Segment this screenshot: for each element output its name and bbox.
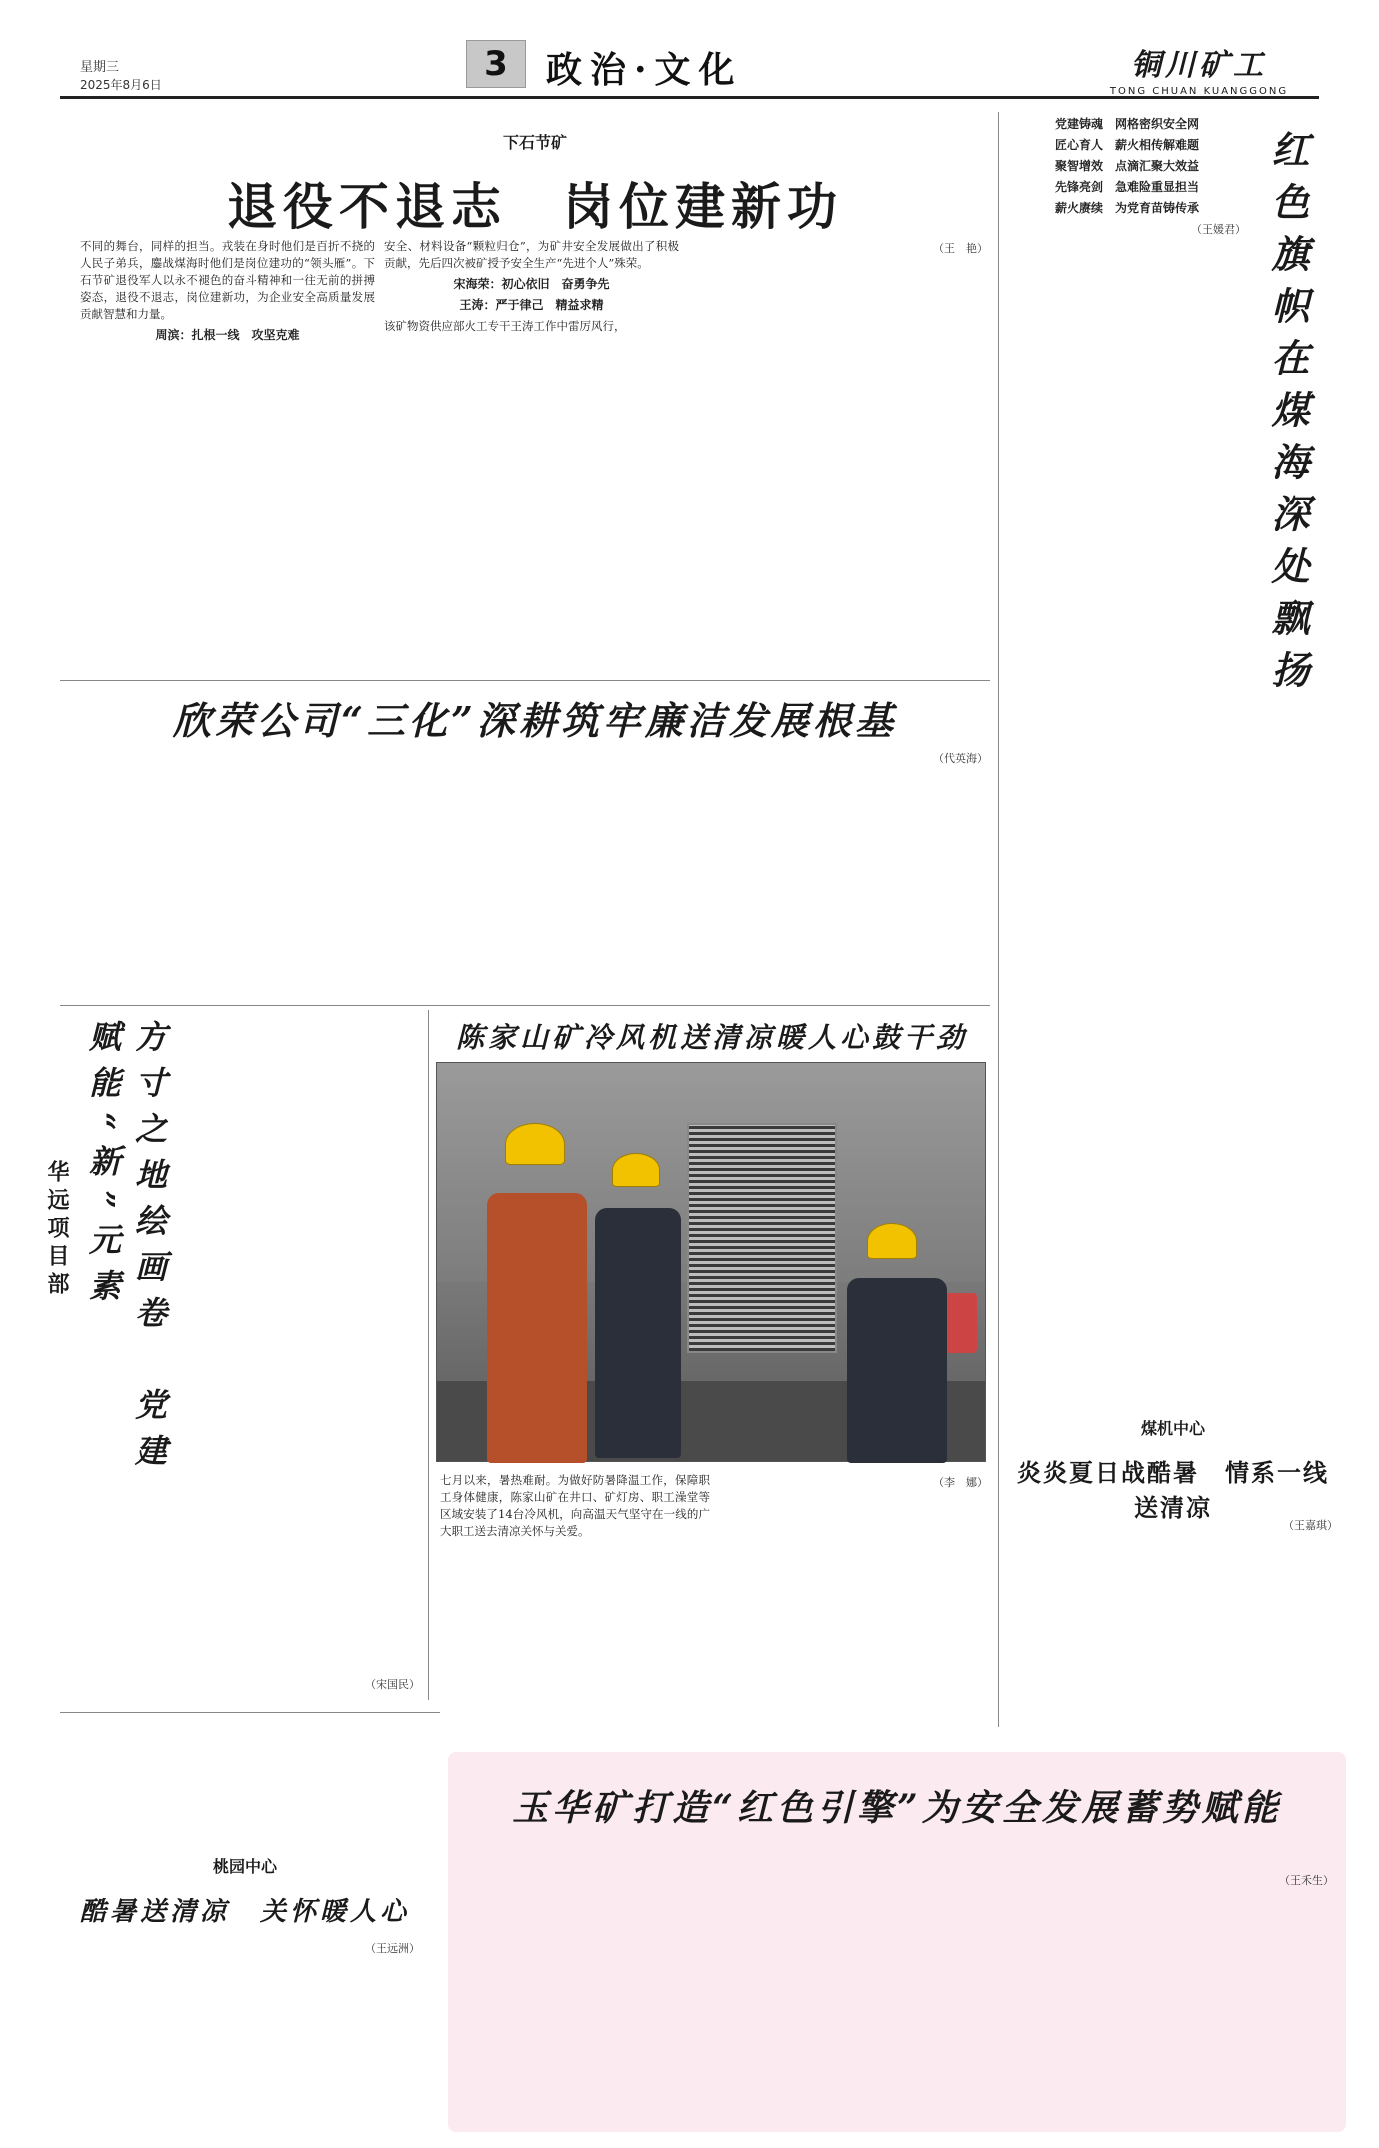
worker-body <box>595 1208 681 1458</box>
page-number: 3 <box>466 40 526 88</box>
article-kicker: 桃园中心 <box>212 1857 277 1876</box>
article-fangcun-unit: 华远项目部 <box>44 1160 70 1300</box>
worker-body <box>487 1193 587 1463</box>
article-xiashijie-header <box>80 130 990 239</box>
article-fangcun-body-bottom <box>80 1436 420 1694</box>
article-paragraph: 七月以来，暑热难耐。为做好防暑降温工作，保障职工身体健康，陈家山矿在井口、矿灯房、职工澡堂等区域安装了14台冷风机，向高温天气坚守在一线的广大职工送去清凉关怀与关爱。 <box>440 1473 710 1538</box>
article-fangcun-title: 方寸之地绘画卷 党建赋能“新”元素 <box>84 1020 168 1480</box>
article-byline: （王远洲） <box>365 1942 420 1955</box>
paper-name: 铜川矿工 <box>1131 48 1267 83</box>
worker-figure <box>477 1123 597 1463</box>
worker-body <box>847 1278 947 1463</box>
article-byline: （代英海） <box>933 752 988 765</box>
article-xiashijie-col3 <box>688 238 988 670</box>
article-paragraph: 安全、材料设备“颗粒归仓”，为矿井安全发展做出了积极贡献，先后四次被矿授予安全生产“先进个人”殊荣。 <box>384 239 679 270</box>
article-xinrong-col2 <box>358 748 658 1000</box>
section-title: 政治·文化 <box>546 49 743 91</box>
article-subhead: 王涛：严于律己 精益求精 <box>459 298 604 312</box>
masthead-rule <box>60 96 1319 99</box>
helmet-icon <box>505 1123 565 1165</box>
article-byline: （李 娜） <box>933 1476 988 1489</box>
article-chenjiashan-title: 陈家山矿冷风机送清凉暖人心鼓干劲 <box>455 1021 968 1054</box>
article-byline: （王禾生） <box>1279 1874 1334 1887</box>
article-intro: 不同的舞台，同样的担当。戎装在身时他们是百折不挠的人民子弟兵，鏖战煤海时他们是岗位建功的“领头雁”。下石节矿退役军人以永不褪色的奋斗精神和一往无前的拼搏姿态，退役不退志，岗位建新功，为企业安全高质量发展贡献智慧和力量。 <box>80 239 375 321</box>
article-subhead: 薪火赓续 为党育苗铸传承 <box>1054 201 1199 215</box>
article-xinrong-col3 <box>668 748 988 1000</box>
article-subhead: 周滨：扎根一线 攻坚克难 <box>155 328 300 342</box>
helmet-icon <box>612 1153 660 1187</box>
masthead <box>0 0 1379 100</box>
article-yuhua-col3 <box>1004 1870 1334 2120</box>
article-subhead: 先锋亮剑 急难险重显担当 <box>1054 180 1199 194</box>
article-taoyuan-header <box>80 1854 410 1928</box>
section-divider <box>60 1712 440 1713</box>
paper-name-en: TONG CHUAN KUANGGONG <box>1109 86 1289 97</box>
section-divider <box>60 1005 990 1006</box>
article-byline: （宋国民） <box>365 1678 420 1691</box>
article-byline: （王 艳） <box>933 242 988 255</box>
cooling-fan-unit <box>687 1123 837 1353</box>
article-xiashijie-col2 <box>384 238 679 670</box>
worker-figure <box>837 1223 957 1463</box>
sidebar-hongse-title: 红色旗帜在煤海深处飘扬 <box>1265 130 1310 702</box>
article-yuhua-col2 <box>732 1870 994 2120</box>
article-byline: （王嘉琪） <box>1283 1519 1338 1532</box>
article-meilian-header <box>1008 1416 1338 1523</box>
paper-logo <box>1099 40 1299 97</box>
article-subhead: 宋海荣：初心依旧 奋勇争先 <box>453 277 610 291</box>
worker-photo <box>436 1062 986 1462</box>
article-title: 退役不退志 岗位建新功 <box>227 178 843 236</box>
article-meilian-body <box>1008 1515 1338 1720</box>
helmet-icon <box>867 1223 917 1259</box>
article-xinrong-title: 欣荣公司“三化”深耕筑牢廉洁发展根基 <box>173 698 897 743</box>
article-subhead: 党建铸魂 网格密织安全网 <box>1054 117 1199 131</box>
article-chenjiashan-col1 <box>440 1472 710 1700</box>
article-paragraph: 该矿物资供应部火工专干王涛工作中雷厉风行， <box>384 319 626 333</box>
article-title: 酷暑送清凉 关怀暖人心 <box>80 1897 411 1927</box>
article-subhead: 聚智增效 点滴汇聚大效益 <box>1054 159 1199 173</box>
article-kicker: 煤机中心 <box>1140 1419 1205 1438</box>
article-xinrong-col1 <box>80 748 350 1000</box>
column-divider <box>998 112 999 1727</box>
article-xiashijie-col1 <box>80 238 375 670</box>
worker-figure <box>587 1153 687 1463</box>
article-yuhua-col1 <box>460 1870 722 2120</box>
article-fangcun-body-top <box>150 1010 420 1430</box>
issue-day: 星期三 <box>80 60 120 75</box>
column-divider <box>428 1010 429 1700</box>
issue-date: 2025年8月6日 <box>80 78 162 92</box>
article-yuhua-title: 玉华矿打造“红色引擎”为安全发展蓄势赋能 <box>512 1787 1282 1829</box>
article-kicker: 下石节矿 <box>502 133 567 152</box>
article-subhead: 匠心育人 薪火相传解难题 <box>1054 138 1199 152</box>
article-title: 炎炎夏日战酷暑 情系一线送清凉 <box>1017 1459 1329 1522</box>
article-byline: （王媛君） <box>1191 223 1246 236</box>
article-taoyuan-body <box>80 1938 420 2134</box>
article-chenjiashan-col2 <box>718 1472 988 1700</box>
section-divider <box>60 680 990 681</box>
